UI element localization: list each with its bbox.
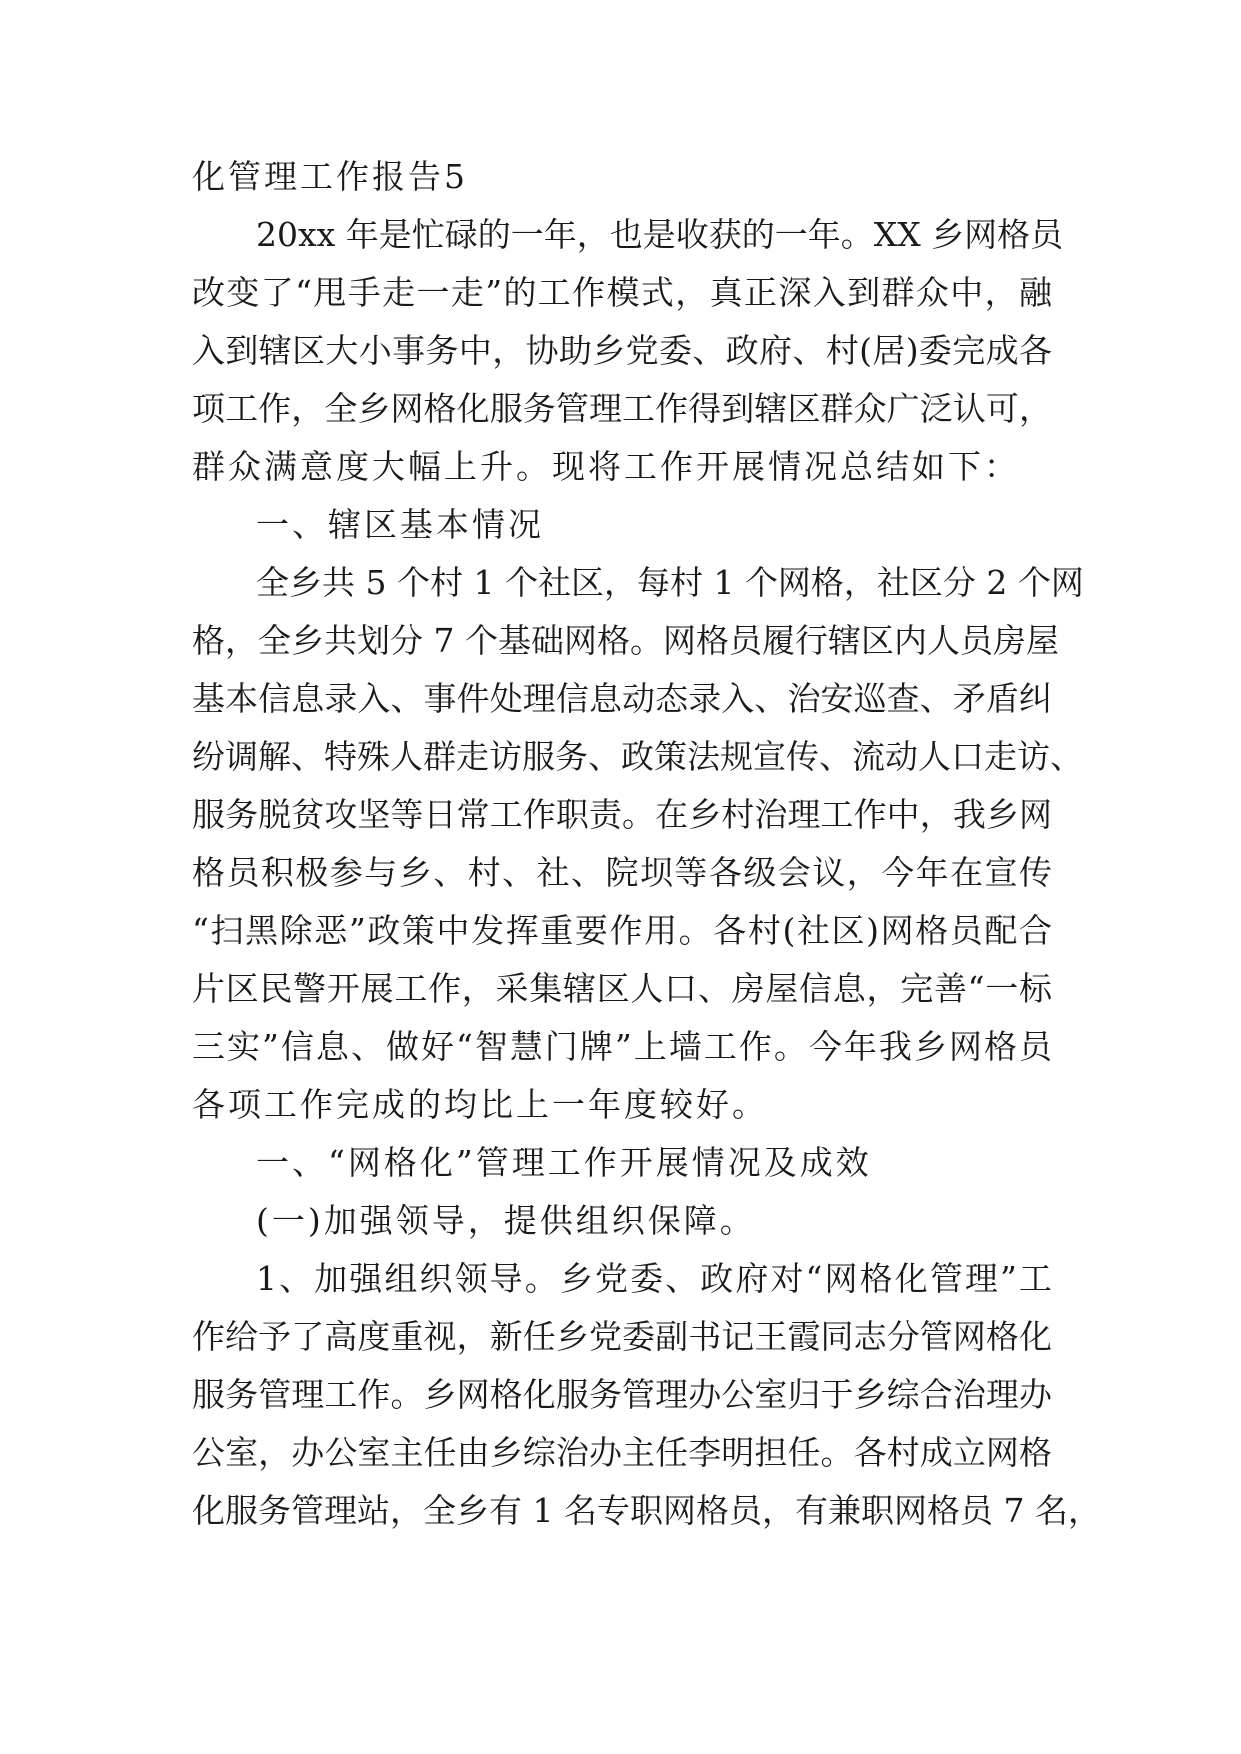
subsection-heading: (一)加强领导，提供组织保障。 [256,1201,756,1240]
paragraph-line: 纷调解、特殊人群走访服务、政策法规宣传、流动人口走访、 [192,737,1083,776]
paragraph-line: 公室，办公室主任由乡综治办主任李明担任。各村成立网格 [192,1433,1052,1472]
paragraph-line: 化服务管理站，全乡有 1 名专职网格员，有兼职网格员 7 名， [192,1491,1101,1530]
paragraph-line: 三实”信息、做好“智慧门牌”上墙工作。今年我乡网格员 [192,1027,1052,1066]
paragraph-line: 基本信息录入、事件处理信息动态录入、治安巡查、矛盾纠 [192,679,1052,718]
paragraph-line: 格，全乡共划分 7 个基础网格。网格员履行辖区内人员房屋 [192,621,1059,660]
paragraph-line: 群众满意度大幅上升。现将工作开展情况总结如下： [192,447,1020,486]
paragraph-line: 作给予了高度重视，新任乡党委副书记王霞同志分管网格化 [192,1317,1052,1356]
section-heading: 一、“网格化”管理工作开展情况及成效 [256,1143,872,1182]
section-heading: 一、辖区基本情况 [256,505,544,544]
paragraph-line: 各项工作完成的均比上一年度较好。 [192,1085,768,1124]
paragraph-line: 全乡共 5 个村 1 个社区，每村 1 个网格，社区分 2 个网 [256,563,1084,602]
paragraph-line: 20xx 年是忙碌的一年，也是收获的一年。XX 乡网格员 [256,215,1064,254]
paragraph-line: 改变了“甩手走一走”的工作模式，真正深入到群众中，融 [192,273,1052,312]
paragraph-line: 1、加强组织领导。乡党委、政府对“网格化管理”工 [256,1259,1052,1298]
paragraph-line: “扫黑除恶”政策中发挥重要作用。各村(社区)网格员配合 [192,911,1052,950]
paragraph-line: 服务管理工作。乡网格化服务管理办公室归于乡综合治理办 [192,1375,1052,1414]
paragraph-line: 服务脱贫攻坚等日常工作职责。在乡村治理工作中，我乡网 [192,795,1052,834]
document-title-line: 化管理工作报告5 [192,157,468,196]
paragraph-line: 格员积极参与乡、村、社、院坝等各级会议，今年在宣传 [192,853,1052,892]
paragraph-line: 入到辖区大小事务中，协助乡党委、政府、村(居)委完成各 [192,331,1052,370]
paragraph-line: 片区民警开展工作，采集辖区人口、房屋信息，完善“一标 [192,969,1052,1008]
paragraph-line: 项工作，全乡网格化服务管理工作得到辖区群众广泛认可， [192,389,1052,428]
